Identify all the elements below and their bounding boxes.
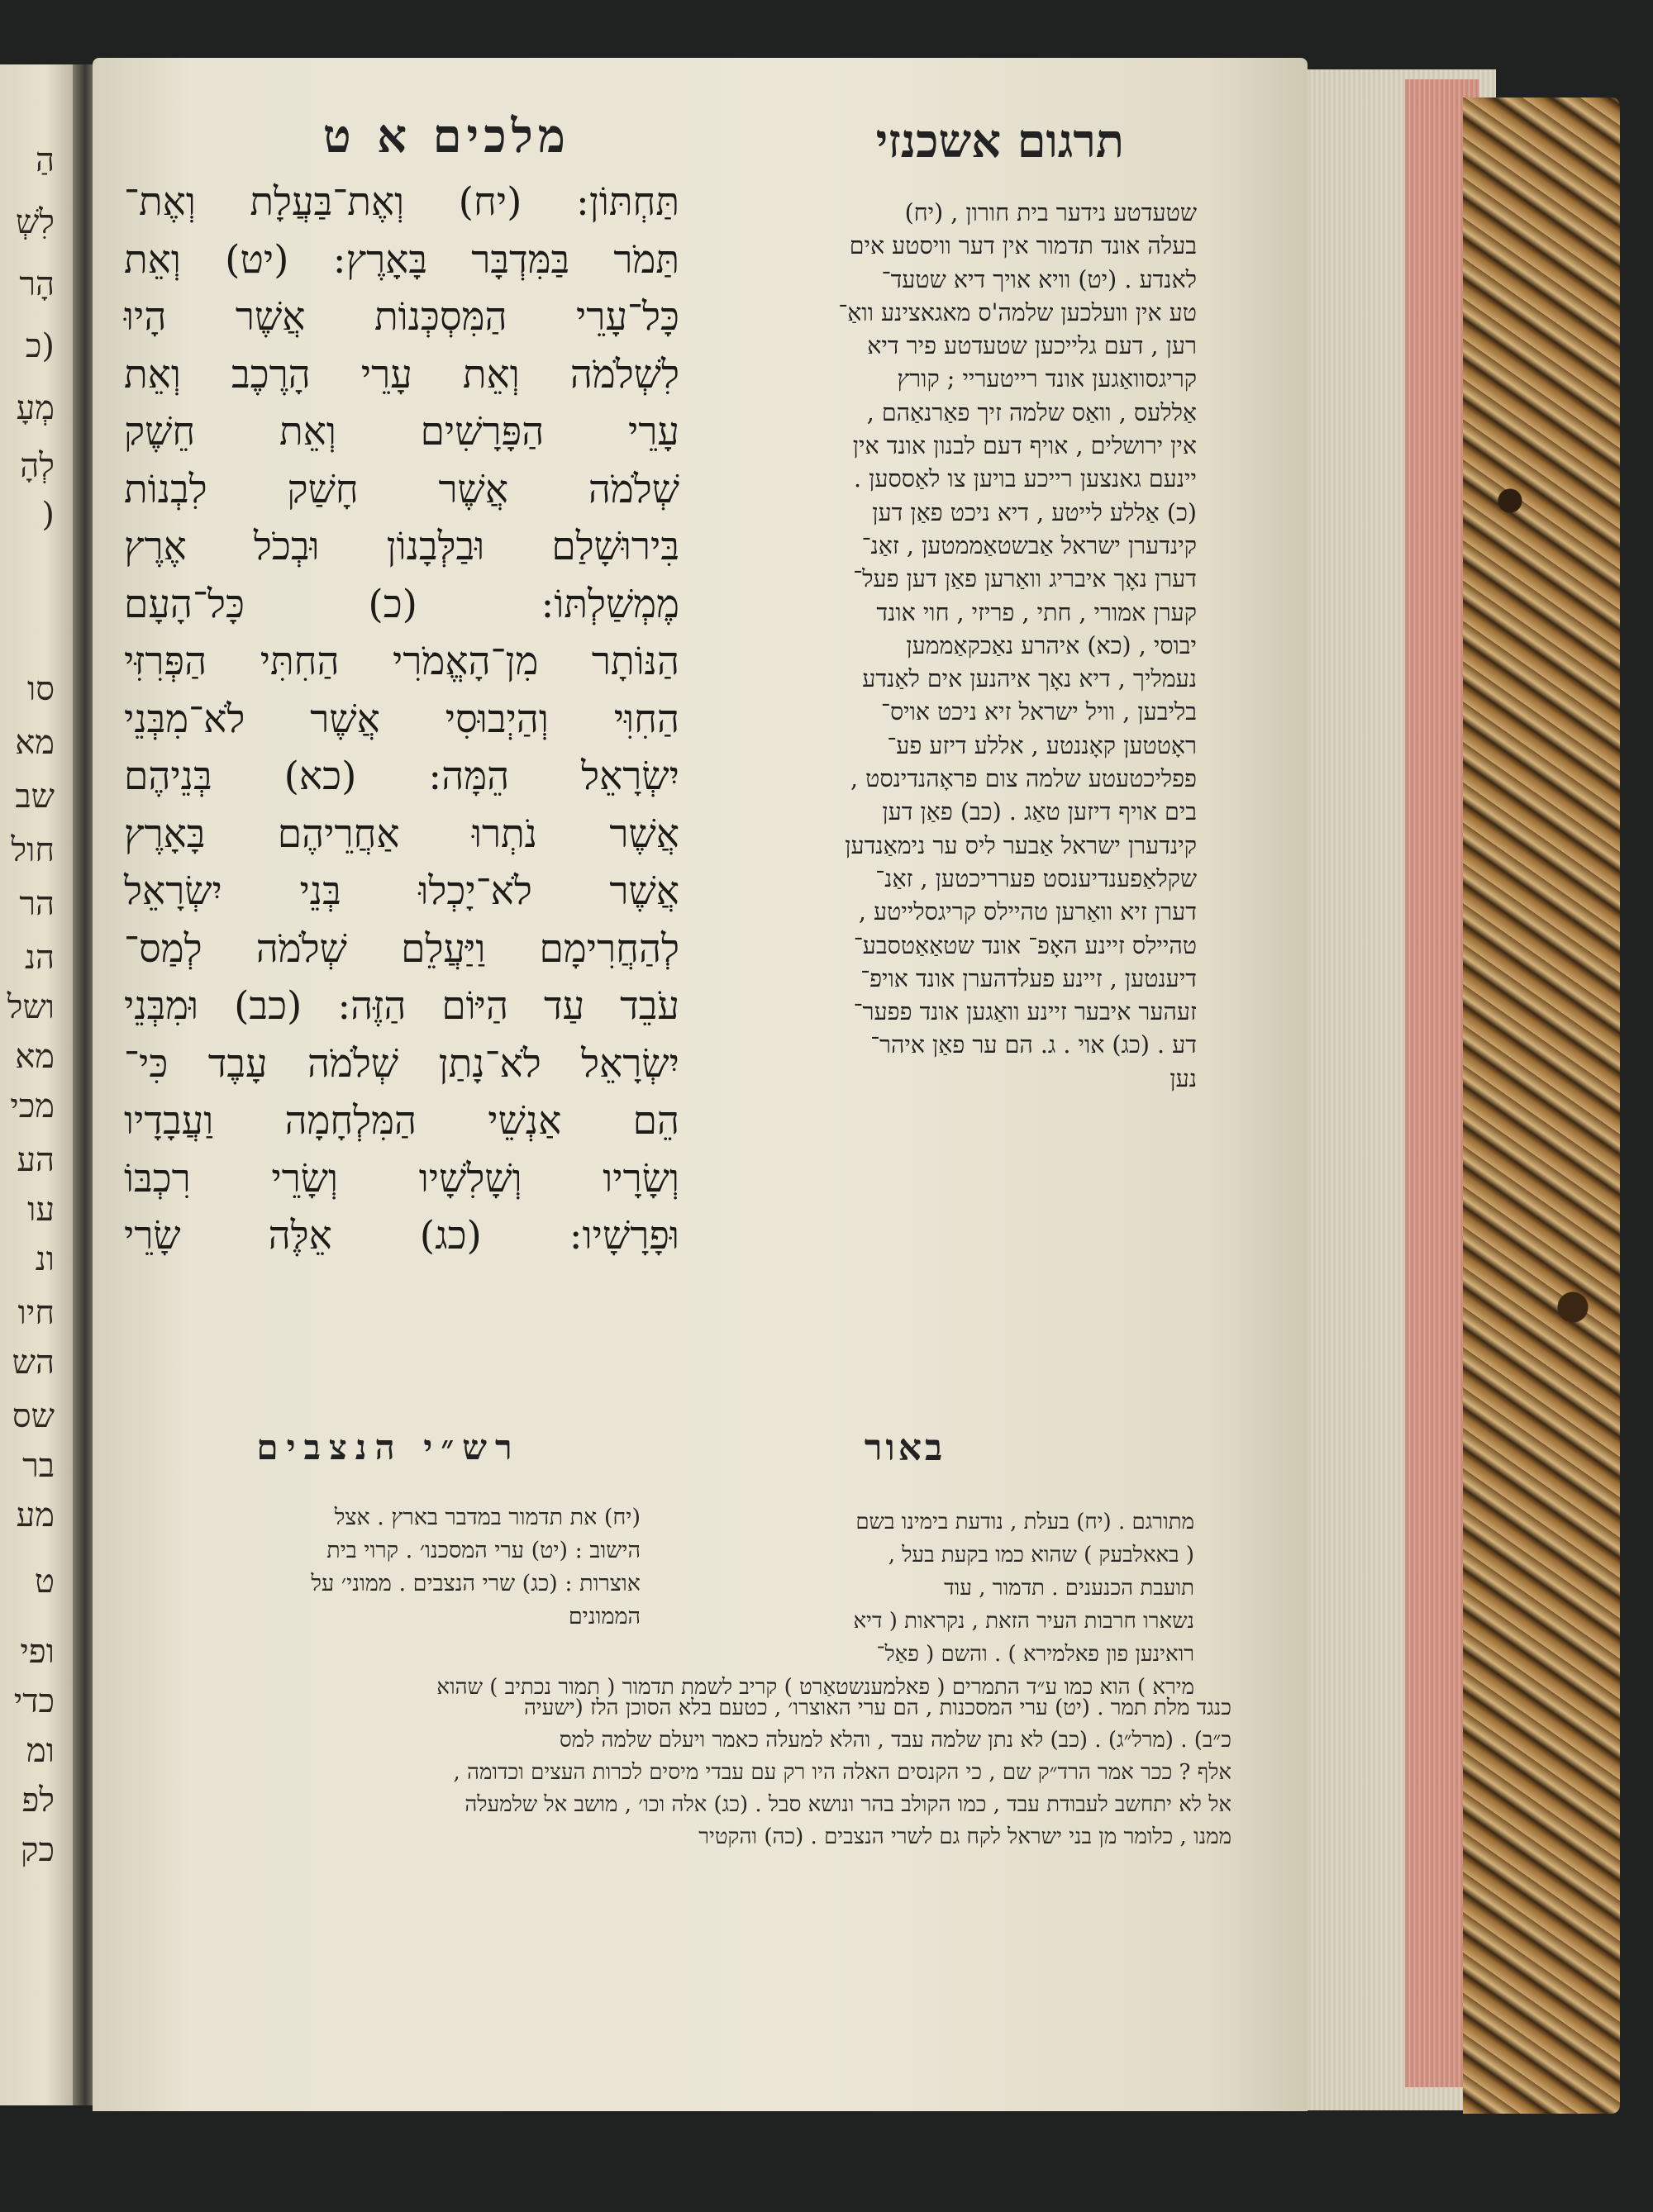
hebrew-text-line: יִשְׂרָאֵל לֹא־נָתַן שְׁלֹמֹה עָבֶד כִּי־ xyxy=(124,1040,679,1087)
translation-line: רען , דעם גלייכען שטעדטע פיר דיא xyxy=(867,332,1197,360)
translation-line: דערן נאָך איבריג וואַרען פאַן דען פעל־ xyxy=(853,565,1197,593)
translation-line: שקלאַפענדיענסט פערריכטען , זאַנ־ xyxy=(875,864,1197,892)
translation-column xyxy=(693,197,1197,1096)
hebrew-text-line: תַּחְתּוֹן: (יח) וְאֶת־בַּעֲלָת וְאֶת־ xyxy=(124,179,679,225)
rashi-line: (יח) את תדמור במדבר בארץ . אצל xyxy=(334,1505,641,1530)
previous-page-fragment: ושל xyxy=(7,988,55,1026)
footnote-line: ממנו , כלומר מן בני ישראל לקח גם לשרי הנצבים . (כה) והקטיר xyxy=(698,1824,1231,1849)
translation-line: אַללעס , וואַס שלמה זיך פאַרנאַהם , xyxy=(866,398,1197,426)
translation-line: טהיילס זיינע האָפ־ אונד שטאַאַטסבע־ xyxy=(853,931,1197,959)
translation-line: דיענטען , זיינע פעלדהערן אונד אויפ־ xyxy=(860,964,1197,992)
previous-page-fragment: בר xyxy=(22,1447,55,1485)
previous-page-fragment: מכי xyxy=(10,1087,55,1125)
hebrew-text-line: אֲשֶׁר נֹתְרוּ אַחֲרֵיהֶם בָּאָרֶץ xyxy=(124,811,679,857)
footnote-line: כנגד מלת תמר . (יט) ערי המסכנות , הם ערי האוצרו׳ , כטעם בלא הסוכן הלז (ישעיה xyxy=(523,1696,1231,1720)
rashi-commentary xyxy=(178,1501,641,1634)
previous-page-fragment: הש xyxy=(12,1344,55,1382)
previous-page-fragment: לְהָ xyxy=(20,447,55,485)
previous-page-fragment: שס xyxy=(12,1397,55,1435)
hebrew-text-line: הֵם אַנְשֵׁי הַמִּלְחָמָה וַעֲבָדָיו xyxy=(124,1098,679,1144)
running-head-right: תרגום אשכנזי xyxy=(875,114,1124,169)
hebrew-main-text xyxy=(124,174,679,1265)
hebrew-text-line: תַּמֹר בַּמִּדְבָּר בָּאָרֶץ: (יט) וְאֵת xyxy=(124,236,679,283)
hebrew-text-line: וּפָרָשָׁיו: (כג) אֵלֶּה שָׂרֵי xyxy=(124,1213,679,1258)
hebrew-text-line: עָרֵי הַפָּרָשִׁים וְאֵת חֵשֶׁק xyxy=(124,409,679,454)
previous-page-fragment: עו xyxy=(27,1191,55,1229)
previous-page-fragment: הָר xyxy=(19,265,55,303)
translation-line: אין ירושלים , אויף דעם לבנון אונד אין xyxy=(852,432,1197,460)
previous-page-fragment: חול xyxy=(11,831,55,869)
biur-title: באור xyxy=(864,1427,946,1469)
previous-page-fragment: ונ xyxy=(35,1240,55,1278)
translation-line: נעמליך , דיא נאָך איהנען אים לאַנדע xyxy=(862,665,1197,693)
previous-page-fragment: הר xyxy=(19,885,55,923)
biur-line: תועבת הכנענים . תדמור , עוד xyxy=(944,1576,1194,1601)
biur-line: ( באאלבעק ) שהוא כמו בקעת בעל , xyxy=(888,1543,1194,1567)
translation-line: שטעדטע נידער בית חורון , (יח) xyxy=(904,199,1197,226)
translation-line: טע אין וועלכען שלמה'ס מאגאצינע וואַ־ xyxy=(838,298,1197,326)
hebrew-text-line: וְשָׂרָיו וְשָׁלִשָׁיו וְשָׂרֵי רִכְבּוֹ xyxy=(124,1155,679,1201)
hebrew-text-line: לְהַחֲרִימָם וַיַּעֲלֵם שְׁלֹמֹה לְמַס־ xyxy=(124,925,679,972)
hebrew-text-line: שְׁלֹמֹה אֲשֶׁר חָשַׁק לִבְנוֹת xyxy=(124,466,679,512)
previous-page-fragment: כק xyxy=(21,1831,55,1869)
biur-line: מירא ) הוא כמו ע״ד התמרים ( פאלמענשטאַרט ) קריב לשמת תדמור ( תמור נכתיב ) שהוא xyxy=(436,1675,1194,1700)
translation-line: נען xyxy=(1169,1064,1197,1092)
hebrew-text-line: יִשְׂרָאֵל הֵמָּה: (כא) בְּנֵיהֶם xyxy=(124,754,679,799)
hebrew-text-line: הַחִוִּי וְהַיְבוּסִי אֲשֶׁר לֹא־מִבְּנֵי xyxy=(124,696,679,742)
translation-line: זעהער איבער זיינע וואַגען אונד פפער־ xyxy=(853,998,1197,1026)
previous-page-fragment: (כ xyxy=(25,327,55,365)
hebrew-text-line: הַנּוֹתָר מִן־הָאֱמֹרִי הַחִתִּי הַפְּרִזִּי xyxy=(124,639,679,684)
previous-page-fragment: מא xyxy=(15,724,55,762)
previous-page-fragment: הַ xyxy=(35,141,55,179)
rashi-title: רש״י הנצבים xyxy=(256,1427,521,1468)
previous-page-fragment: ( xyxy=(41,496,55,534)
previous-page-fragment: ומ xyxy=(26,1732,55,1770)
translation-line: בים אויף דיזען טאַג . (כב) פאַן דען xyxy=(882,798,1197,826)
translation-line: פפליכטעטע שלמה צום פראָהנדינסט , xyxy=(850,765,1197,793)
marbled-cover xyxy=(1463,98,1620,2114)
previous-page-fragment: לִשְׁ xyxy=(15,203,55,241)
previous-page-fragment: הע xyxy=(17,1141,55,1179)
previous-page-fragment: חיו xyxy=(17,1294,55,1332)
translation-line: ראָטטען קאָננטע , אללע דיזע פע־ xyxy=(887,731,1197,759)
previous-page-fragment: לפ xyxy=(21,1781,55,1820)
footnote-line: אלף ? ככר אמר הרד״ק שם , כי הקנסים האלה היו רק עם עבדי מיסים לכרות העצים וכדומה , xyxy=(453,1760,1231,1785)
hebrew-text-line: אֲשֶׁר לֹא־יָכְלוּ בְּנֵי יִשְׂרָאֵל xyxy=(124,868,679,914)
translation-line: קינדערן ישראל אַבשטאַממטען , זאַנ־ xyxy=(861,531,1197,559)
previous-page xyxy=(0,64,76,2105)
previous-page-fragment: מְעָ xyxy=(16,389,55,427)
biur-line: מתורגם . (יח) בעלת , נודעת בימינו בשם xyxy=(855,1510,1194,1534)
hebrew-text-line: עֹבֵד עַד הַיּוֹם הַזֶּה: (כב) וּמִבְּנֵי xyxy=(124,983,679,1029)
translation-line: דערן זיא וואַרען טהיילס קריגסלייטע , xyxy=(858,898,1197,926)
footnote-line: אל לא יתחשב לעבודת עבד , כמו הקולב בהר ונושא סבל . (כג) אלה וכו׳ , מושב אל שלמעלה xyxy=(464,1792,1231,1817)
translation-line: דע . (כג) אוי . ג. הם ער פאַן איהר־ xyxy=(870,1031,1197,1059)
biur-line: נשארו חרבות העיר הזאת , נקראות ( דיא xyxy=(853,1609,1194,1634)
translation-line: (כ) אַללע לייטע , דיא ניכט פאַן דען xyxy=(872,498,1197,526)
previous-page-fragment: ופי xyxy=(20,1633,55,1671)
translation-line: יינעם גאנצען רייכע בויען צו לאַססען . xyxy=(853,465,1197,493)
previous-page-fragment: הנ xyxy=(24,939,55,977)
previous-page-fragment: ט xyxy=(34,1563,55,1601)
rashi-line: הישוב : (יט) ערי המסכנו׳ . קרוי בית xyxy=(326,1538,641,1563)
rashi-line: הממונים xyxy=(568,1604,641,1629)
translation-line: קערן אמורי , חתי , פריזי , חוי אונד xyxy=(876,598,1197,626)
running-head-left: מלכים א ט xyxy=(322,109,570,164)
previous-page-fragment: כדי xyxy=(13,1682,55,1720)
translation-line: לאנדע . (יט) וויא אויך דיא שטעד־ xyxy=(881,265,1197,293)
translation-line: יבוסי , (כא) איהרע נאַכקאַממען xyxy=(906,631,1197,659)
rashi-line: אוצרות : (כג) שרי הנצבים . ממוני׳ על xyxy=(311,1571,641,1596)
translation-line: בליבען , וויל ישראל זיא ניכט אויס־ xyxy=(881,698,1197,726)
translation-line: קינדערן ישראל אַבער ליס ער נימאַנדען xyxy=(845,831,1197,859)
previous-page-fragment: שב xyxy=(15,778,55,816)
biur-line: רואינען פון פאלמירא ) . והשם ( פאַל־ xyxy=(876,1642,1194,1667)
previous-page-fragment: מא xyxy=(15,1038,55,1076)
translation-line: קריגסוואַגען אונד רייטעריי ; קורץ xyxy=(897,365,1197,393)
translation-line: בעלה אונד תדמור אין דער וויסטע אים xyxy=(849,232,1197,260)
hebrew-text-line: בִּירוּשָׁלַם וּבַלְּבָנוֹן וּבְכֹל אֶרֶץ xyxy=(124,524,679,569)
hebrew-text-line: מֶמְשַׁלְתּוֹ: (כ) כָּל־הָעָם xyxy=(124,581,679,627)
biur-commentary-continued xyxy=(198,1692,1231,1853)
hebrew-text-line: לִשְׁלֹמֹה וְאֵת עָרֵי הָרֶכֶב וְאֵת xyxy=(124,351,679,397)
footnote-line: כ״ב) . (מרל״ג) . (כב) לא נתן שלמה עבד , והלא למעלה כאמר ויעלם שלמה למס xyxy=(559,1728,1231,1753)
previous-page-fragment: סו xyxy=(27,670,55,708)
hebrew-text-line: כָּל־עָרֵי הַמִּסְכְּנוֹת אֲשֶׁר הָיוּ xyxy=(124,294,679,340)
previous-page-fragment: מע xyxy=(16,1496,55,1534)
